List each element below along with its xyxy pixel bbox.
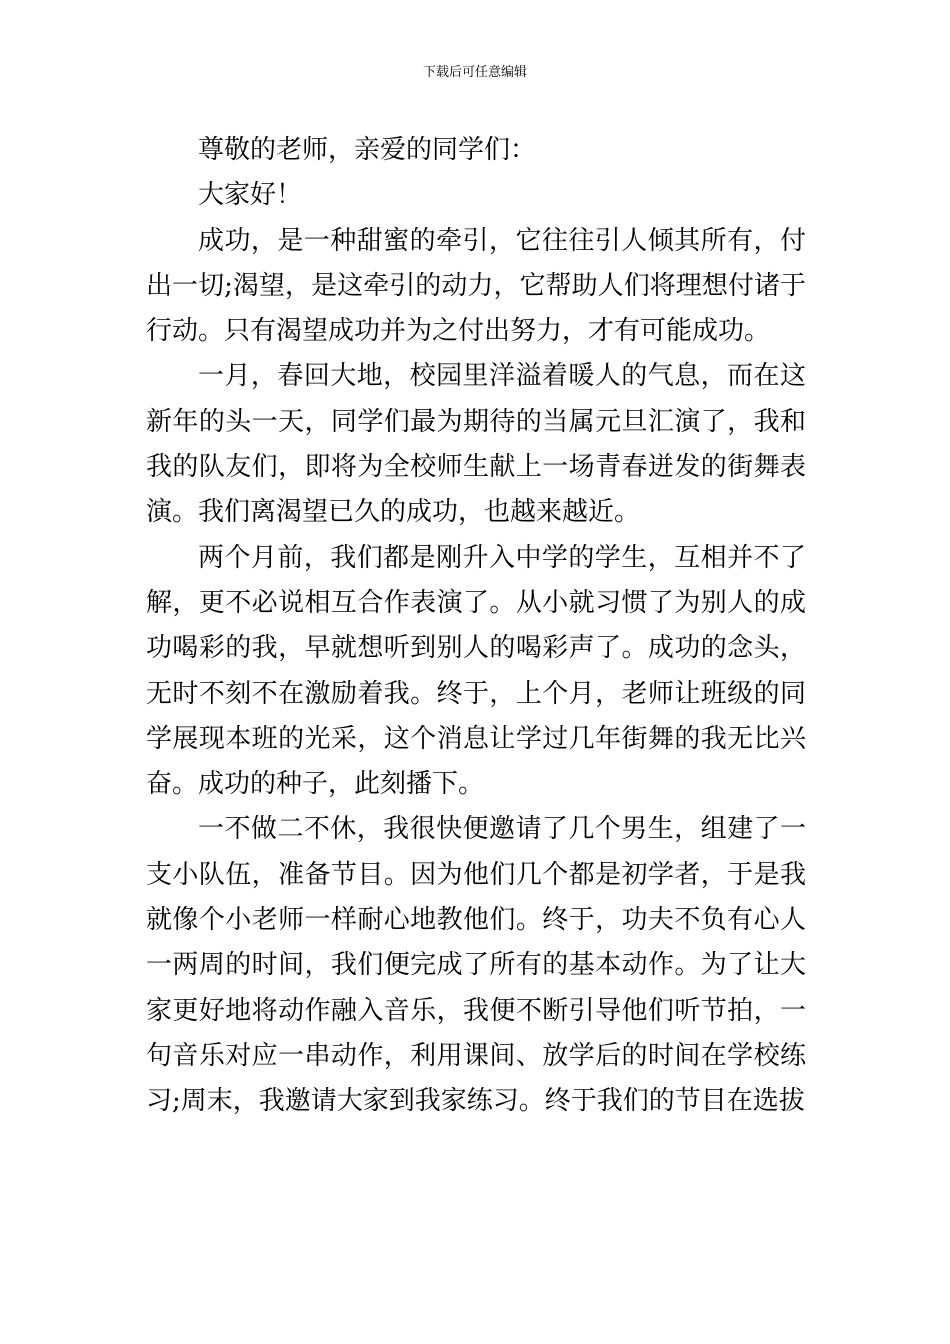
paragraph: 一不做二不休，我很快便邀请了几个男生，组建了一支小队伍，准备节目。因为他们几个都是初学者，于是我就像个小老师一样耐心地教他们。终于，功夫不负有心人一两周的时间，我们便完成了所有的基本动作。为了让大家更好地将动作融入音乐，我便不断引导他们听节拍，一句音乐对应一串动作，利用课间、放学后的时间在学校练习;周末，我邀请大家到我家练习。终于我们的节目在选拔 xyxy=(146,814,806,1117)
salutation: 尊敬的老师，亲爱的同学们： xyxy=(198,135,537,165)
paragraph: 成功，是一种甜蜜的牵引，它往往引人倾其所有，付出一切;渴望，是这牵引的动力，它帮助人们将理想付诸于行动。只有渴望成功并为之付出努力，才有可能成功。 xyxy=(146,225,806,347)
paragraph: 两个月前，我们都是刚升入中学的学生，互相并不了解，更不必说相互合作表演了。从小就习惯了为别人的成功喝彩的我，早就想听到别人的喝彩声了。成功的念头，无时不刻不在激励着我。终于，上个月，老师让班级的同学展现本班的光采，这个消息让学过几年街舞的我无比兴奋。成功的种子，此刻播下。 xyxy=(146,542,806,800)
document-body xyxy=(146,128,806,1125)
greeting: 大家好！ xyxy=(198,180,303,211)
page-header: 下载后可任意编辑 xyxy=(422,65,527,80)
paragraph: 一月，春回大地，校园里洋溢着暖人的气息，而在这新年的头一天，同学们最为期待的当属元旦汇演了，我和我的队友们，即将为全校师生献上一场青春迸发的街舞表演。我们离渴望已久的成功，也越来越近。 xyxy=(146,361,806,528)
